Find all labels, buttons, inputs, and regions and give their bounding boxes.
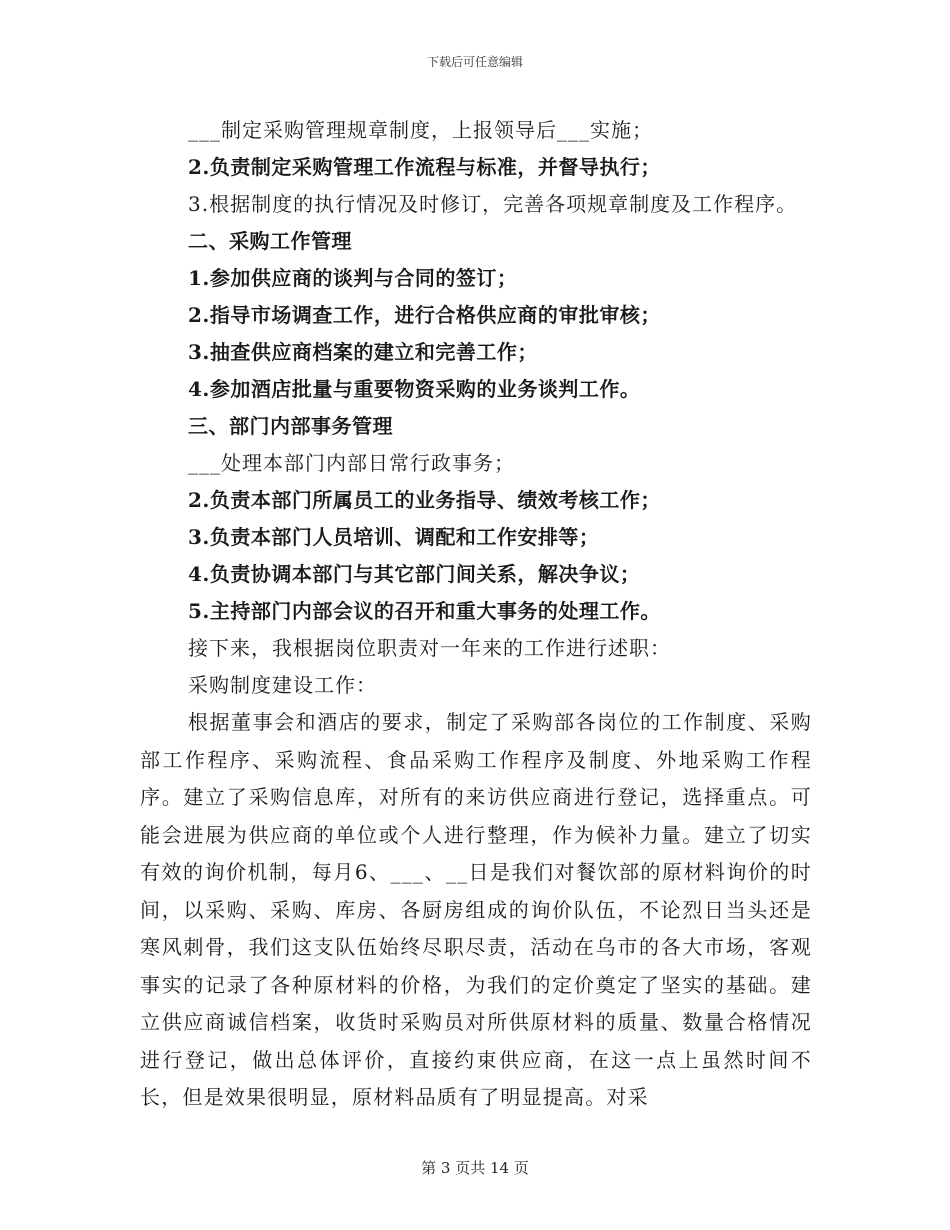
text-line: 1.参加供应商的谈判与合同的签订； bbox=[188, 266, 518, 290]
text-line: 3.根据制度的执行情况及时修订，完善各项规章制度及工作程序。 bbox=[188, 192, 798, 216]
text-line: ___处理本部门内部日常行政事务； bbox=[188, 451, 515, 475]
text-line: 4.参加酒店批量与重要物资采购的业务谈判工作。 bbox=[188, 377, 641, 401]
text-line: 接下来，我根据岗位职责对一年来的工作进行述职： bbox=[188, 636, 671, 660]
text-line: 3.负责本部门人员培训、调配和工作安排等； bbox=[188, 525, 600, 549]
page-header: 下载后可任意编辑 bbox=[426, 55, 523, 69]
section-heading: 三、部门内部事务管理 bbox=[188, 414, 393, 438]
text-line: ___制定采购管理规章制度，上报领导后___实施； bbox=[188, 118, 653, 142]
body-paragraph: 根据董事会和酒店的要求，制定了采购部各岗位的工作制度、采购部工作程序、采购流程、食品采购工作程序及制度、外地采购工作程序。建立了采购信息库，对所有的来访供应商进行登记，选择重点。可能会进展为供应商的单位或个人进行整理，作为候补力量。建立了切实有效的询价机制，每月6、___、__日是我们对餐饮部的原材料询价的时间，以采购、采购、库房、各厨房组成的询价队伍，不论烈日当头还是寒风刺骨，我们这支队伍始终尽职尽责，活动在乌市的各大市场，客观事实的记录了各种原材料的价格，为我们的定价奠定了坚实的基础。建立供应商诚信档案，收货时采购员对所供原材料的质量、数量合格情况进行登记，做出总体评价，直接约束供应商，在这一点上虽然时间不长，但是效果很明显，原材料品质有了明显提高。对采 bbox=[140, 710, 812, 1109]
text-line: 3.抽查供应商档案的建立和完善工作； bbox=[188, 340, 538, 364]
text-line: 2.负责制定采购管理工作流程与标准，并督导执行； bbox=[188, 155, 661, 179]
text-line: 5.主持部门内部会议的召开和重大事务的处理工作。 bbox=[188, 599, 661, 623]
text-line: 2.指导市场调查工作，进行合格供应商的审批审核； bbox=[188, 303, 661, 327]
section-heading: 二、采购工作管理 bbox=[188, 229, 352, 253]
text-line: 采购制度建设工作： bbox=[188, 673, 377, 697]
text-line: 2.负责本部门所属员工的业务指导、绩效考核工作； bbox=[188, 488, 661, 512]
page-footer: 第 3 页共 14 页 bbox=[421, 1159, 529, 1177]
document-body bbox=[140, 112, 812, 1117]
text-line: 4.负责协调本部门与其它部门间关系，解决争议； bbox=[188, 562, 641, 586]
